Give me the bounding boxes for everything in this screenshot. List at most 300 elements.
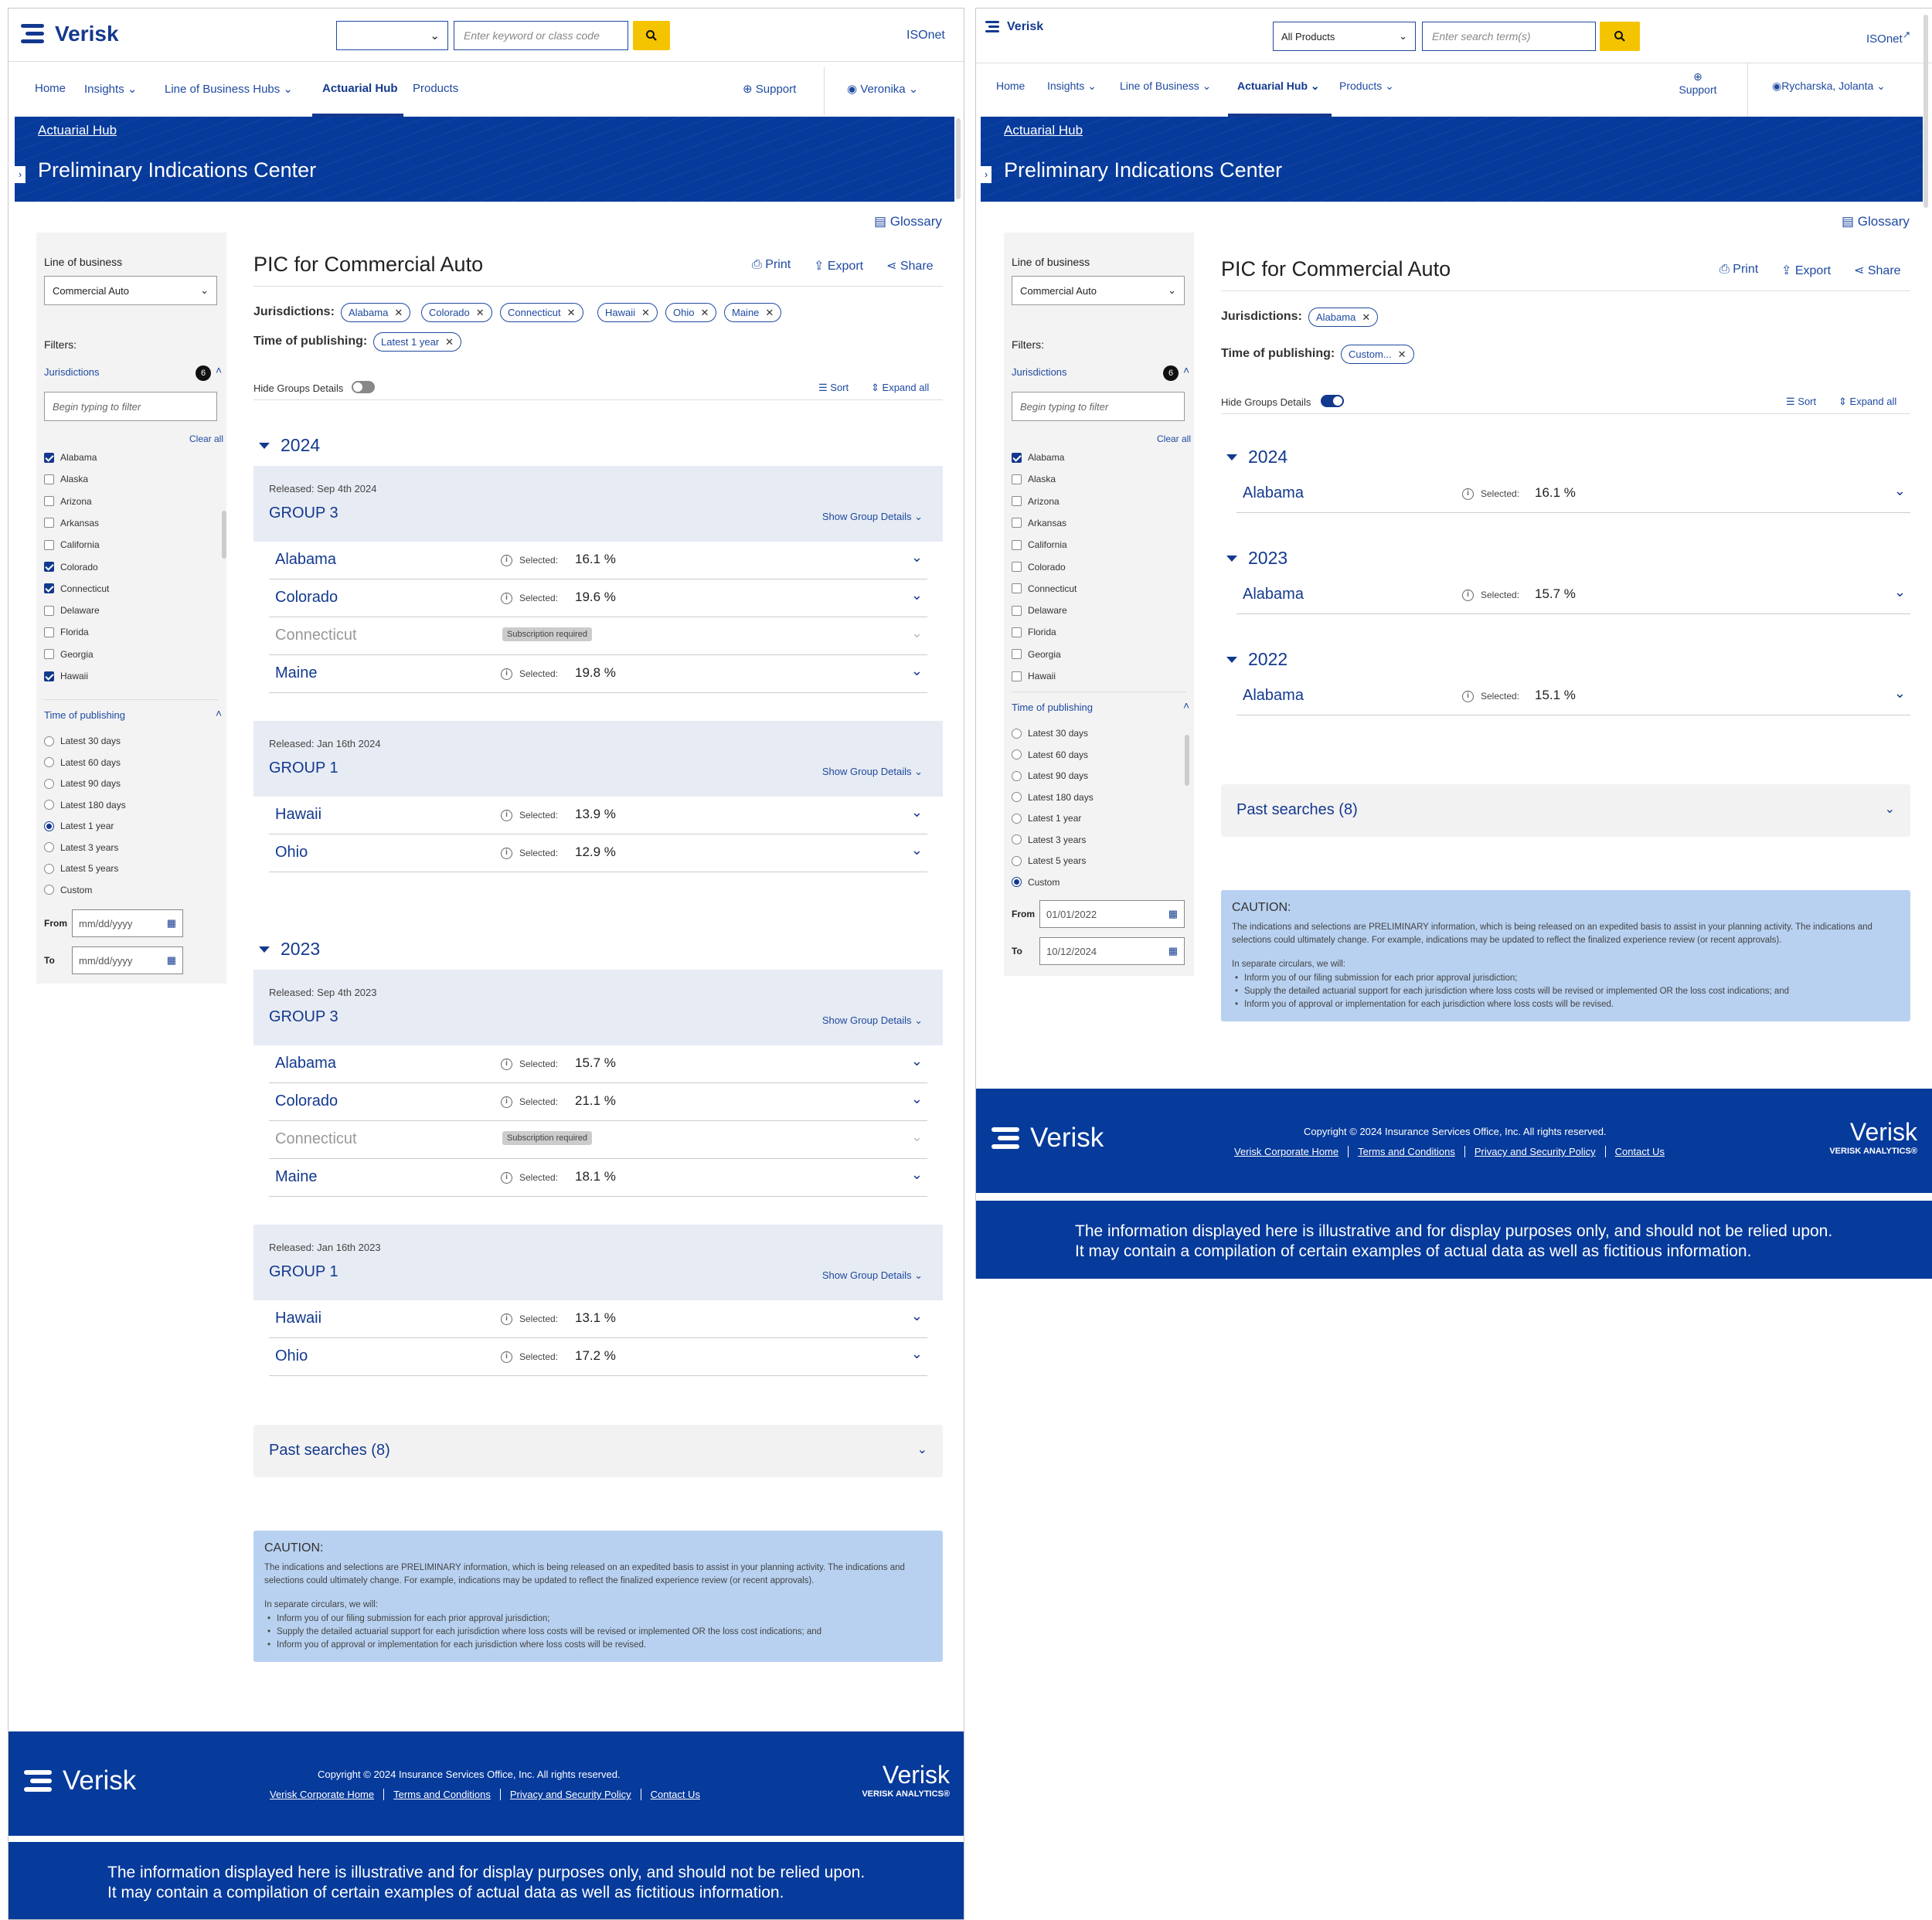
caution-title: CAUTION: <box>264 1541 324 1555</box>
chevron-down-icon[interactable]: ⌄ <box>910 587 923 603</box>
state-row[interactable] <box>269 797 927 834</box>
user-menu[interactable]: ◉ Veronika ⌄ <box>847 83 919 96</box>
side-toggle-icon[interactable]: › <box>15 166 26 183</box>
chevron-up-icon[interactable]: ˄ <box>216 364 223 376</box>
close-icon[interactable]: ✕ <box>445 335 454 348</box>
nav-insights[interactable]: Insights ⌄ <box>1047 80 1097 92</box>
nav-lob-hubs[interactable]: Line of Business Hubs ⌄ <box>165 83 294 96</box>
nav-home[interactable]: Home <box>996 80 1026 92</box>
copyright: Copyright © 2024 Insurance Services Office, Inc. All rights reserved. <box>318 1769 621 1780</box>
chevron-up-icon[interactable]: ˄ <box>1183 699 1190 712</box>
show-group-details-button[interactable]: Show Group Details ⌄ <box>821 766 923 777</box>
search-button[interactable] <box>1600 22 1640 51</box>
info-icon[interactable]: i <box>501 1059 512 1070</box>
jurisdiction-checkbox[interactable]: Georgia <box>44 649 94 660</box>
radio[interactable] <box>44 864 54 874</box>
jurisdiction-chip[interactable]: Colorado ✕ <box>421 303 492 322</box>
checkbox[interactable] <box>44 583 54 593</box>
year-heading[interactable]: 2022 <box>1226 649 1287 670</box>
lob-label: Line of business <box>44 256 123 268</box>
past-searches-panel[interactable]: Past searches (8) ⌄ <box>253 1425 943 1477</box>
state-name: Ohio <box>275 1347 308 1364</box>
footer-link[interactable]: Contact Us <box>1614 1146 1665 1157</box>
radio[interactable] <box>1012 792 1022 802</box>
jurisdiction-checkbox[interactable]: California <box>1012 539 1067 550</box>
from-date-row: From mm/dd/yyyy ▦ <box>44 909 183 937</box>
share-button[interactable]: ⋖ Share <box>1854 264 1901 277</box>
jurisdiction-checkbox[interactable]: Georgia <box>1012 649 1061 660</box>
close-icon[interactable]: ✕ <box>1397 348 1406 360</box>
checkbox[interactable] <box>1012 583 1022 593</box>
export-button[interactable]: ⇪ Export <box>1781 264 1832 277</box>
checkbox[interactable] <box>44 671 54 681</box>
jurisdiction-chip[interactable]: Ohio ✕ <box>665 303 716 322</box>
nav-products[interactable]: Products <box>413 82 459 95</box>
footer-verisk-logo[interactable]: Verisk <box>24 1765 136 1796</box>
to-date-input[interactable]: 10/12/2024 ▦ <box>1039 937 1185 965</box>
jurisdiction-checkbox[interactable]: Hawaii <box>1012 671 1056 681</box>
print-button[interactable]: ⎙ Print <box>752 258 791 271</box>
state-name: Alabama <box>275 551 336 568</box>
search-input[interactable]: Enter keyword or class code <box>454 21 628 50</box>
time-label: Time of publishing: <box>1221 347 1335 360</box>
state-row[interactable] <box>269 1159 927 1197</box>
verisk-mark-icon <box>992 1123 1026 1154</box>
time-chip[interactable]: Latest 1 year ✕ <box>373 332 461 352</box>
close-icon[interactable]: ✕ <box>641 306 650 318</box>
jurisdiction-filter-input[interactable]: Begin typing to filter <box>1012 392 1185 421</box>
close-icon[interactable]: ✕ <box>700 306 709 318</box>
time-radio[interactable]: Custom <box>44 885 92 895</box>
selected-label: Selected: <box>519 1172 559 1183</box>
radio[interactable] <box>44 736 54 746</box>
caret-down-icon <box>259 946 270 953</box>
time-label: Time of publishing: <box>253 335 368 348</box>
time-radio[interactable]: Latest 3 years <box>1012 834 1086 845</box>
radio[interactable] <box>1012 834 1022 844</box>
state-name: Alabama <box>1243 586 1304 603</box>
print-button[interactable]: ⎙ Print <box>1719 263 1759 276</box>
nav-home[interactable]: Home <box>35 82 66 95</box>
jurisdiction-chip[interactable]: Hawaii ✕ <box>597 303 658 322</box>
nav-support[interactable]: ⊕ Support <box>743 83 797 96</box>
checkbox[interactable] <box>44 496 54 506</box>
pic-title: PIC for Commercial Auto <box>253 253 484 276</box>
breadcrumb[interactable]: Actuarial Hub <box>38 123 117 138</box>
product-select[interactable]: All Products ⌄ <box>1273 22 1416 51</box>
jurisdiction-checkbox[interactable]: Arizona <box>1012 496 1060 507</box>
jurisdictions-toggle[interactable]: Jurisdictions <box>44 366 100 378</box>
chevron-down-icon[interactable]: ⌄ <box>910 1053 923 1069</box>
checkbox[interactable] <box>44 518 54 528</box>
year-heading[interactable]: 2023 <box>259 939 320 960</box>
state-row[interactable] <box>1236 678 1910 715</box>
support-icon: ⊕ <box>1693 70 1702 83</box>
time-radio[interactable]: Custom <box>1012 877 1060 888</box>
state-name: Hawaii <box>275 1310 322 1327</box>
footer-link[interactable]: Privacy and Security Policy <box>1465 1146 1606 1157</box>
state-row[interactable] <box>1236 475 1910 513</box>
radio[interactable] <box>1012 729 1022 739</box>
left-screen <box>8 8 964 1920</box>
share-icon: ⋖ <box>1854 264 1865 277</box>
state-row[interactable] <box>269 542 927 579</box>
state-row[interactable] <box>269 1083 927 1121</box>
chevron-down-icon[interactable]: ⌄ <box>1893 584 1906 600</box>
group-header: Released: Jan 16th 2023 GROUP 1 Show Group Details ⌄ <box>253 1225 943 1300</box>
checkbox[interactable] <box>44 540 54 550</box>
chevron-down-icon[interactable]: ⌄ <box>910 804 923 820</box>
search-button[interactable] <box>633 21 670 50</box>
radio[interactable] <box>44 779 54 789</box>
time-scrollbar[interactable] <box>1185 735 1189 786</box>
checkbox[interactable] <box>1012 540 1022 550</box>
selected-value: 13.9 % <box>575 807 616 821</box>
chevron-down-icon[interactable]: ⌄ <box>910 1346 923 1361</box>
glossary-link[interactable]: ▤ Glossary <box>1842 214 1910 229</box>
lob-label: Line of business <box>1012 256 1090 268</box>
checkbox[interactable] <box>1012 453 1022 463</box>
disclaimer-banner: The information displayed here is illustrative and for display purposes only, and should not be relied upon. It may contain a compilation of certain examples of actual data as well as fictitious information. <box>976 1201 1932 1279</box>
show-group-details-button[interactable]: Show Group Details ⌄ <box>821 1269 923 1281</box>
checkbox[interactable] <box>1012 606 1022 616</box>
jurisdiction-checkbox[interactable]: Colorado <box>1012 562 1066 573</box>
jurisdiction-chip[interactable]: Maine ✕ <box>724 303 781 322</box>
radio[interactable] <box>1012 877 1022 887</box>
jurisdiction-checkbox[interactable]: Connecticut <box>44 583 109 594</box>
breadcrumb[interactable]: Actuarial Hub <box>1004 123 1083 138</box>
info-icon[interactable]: i <box>1462 691 1474 702</box>
page-title: Preliminary Indications Center <box>38 158 317 182</box>
chevron-down-icon[interactable]: ⌄ <box>910 842 923 858</box>
jurisdiction-checkbox[interactable]: Connecticut <box>1012 583 1077 594</box>
hide-groups-toggle[interactable] <box>1321 395 1344 407</box>
scrollbar[interactable] <box>956 118 961 199</box>
time-radio[interactable]: Latest 3 years <box>44 842 118 853</box>
year-heading[interactable]: 2024 <box>1226 447 1287 467</box>
jurisdiction-checkbox[interactable]: Alabama <box>1012 452 1064 463</box>
hero-banner <box>15 117 954 202</box>
close-icon[interactable]: ✕ <box>1362 311 1371 323</box>
from-date-input[interactable]: 01/01/2022 ▦ <box>1039 900 1185 928</box>
page-title: Preliminary Indications Center <box>1004 158 1283 182</box>
footer-link[interactable]: Contact Us <box>650 1789 700 1800</box>
hide-groups-toggle[interactable] <box>352 381 375 393</box>
show-group-details-button[interactable]: Show Group Details ⌄ <box>821 1014 923 1026</box>
chevron-down-icon[interactable]: ⌄ <box>910 663 923 678</box>
state-name: Alabama <box>275 1055 336 1072</box>
info-icon[interactable]: i <box>501 668 512 680</box>
jurisdiction-filter-input[interactable]: Begin typing to filter <box>44 392 217 421</box>
time-radio[interactable]: Latest 180 days <box>44 800 126 810</box>
time-radio[interactable]: Latest 90 days <box>44 778 121 789</box>
chevron-up-icon[interactable]: ˄ <box>1183 364 1190 376</box>
caution-list-item: • Supply the detailed actuarial support for each jurisdiction where loss costs will be revised or implemented OR the loss cost indications; and <box>277 1626 932 1639</box>
show-group-details-button[interactable]: Show Group Details ⌄ <box>821 511 923 522</box>
state-row[interactable] <box>1236 576 1910 614</box>
year-heading[interactable]: 2023 <box>1226 548 1287 569</box>
printer-icon: ⎙ <box>752 258 762 271</box>
time-radio[interactable]: Latest 30 days <box>44 736 121 746</box>
info-icon[interactable]: i <box>501 1313 512 1325</box>
state-name: Maine <box>275 1168 318 1185</box>
chevron-down-icon[interactable]: ⌄ <box>910 1167 923 1182</box>
time-radio[interactable]: Latest 60 days <box>1012 749 1088 760</box>
jurisdictions-label: Jurisdictions: <box>1221 310 1302 323</box>
caution-text: The indications and selections are PRELIMINARY information, which is being released on an expedited basis to assist in your planning activity. The indications and selections could ultimately change. For example, indications may be updated to reflect the finalized experience review (or recent approvals). <box>1232 923 1872 945</box>
filter-sidebar <box>1004 233 1194 976</box>
past-searches-panel[interactable]: Past searches (8) ⌄ <box>1221 784 1910 837</box>
radio[interactable] <box>1012 814 1022 824</box>
info-icon[interactable]: i <box>501 1096 512 1108</box>
selected-label: Selected: <box>519 668 559 679</box>
selected-label: Selected: <box>1481 590 1520 600</box>
jurisdiction-chip[interactable]: Connecticut ✕ <box>500 303 583 322</box>
state-row[interactable] <box>269 655 927 693</box>
footer-link[interactable]: Verisk Corporate Home <box>260 1789 384 1800</box>
lob-select[interactable]: Commercial Auto ⌄ <box>44 276 217 305</box>
jurisdiction-checkbox[interactable]: Florida <box>1012 627 1056 637</box>
checkbox[interactable] <box>1012 518 1022 528</box>
footer-link[interactable]: Terms and Conditions <box>384 1789 501 1800</box>
footer-link[interactable]: Verisk Corporate Home <box>1225 1146 1349 1157</box>
caution-list-item: • Inform you of our filing submission for each prior approval jurisdiction; <box>1244 972 1900 985</box>
jurisdiction-checkbox[interactable]: Alaska <box>1012 474 1056 484</box>
jurisdiction-chip[interactable]: Alabama ✕ <box>1308 308 1378 327</box>
radio[interactable] <box>1012 749 1022 760</box>
to-date-input[interactable]: mm/dd/yyyy ▦ <box>72 946 183 974</box>
copyright: Copyright © 2024 Insurance Services Office, Inc. All rights reserved. <box>1304 1126 1607 1137</box>
time-radio[interactable]: Latest 30 days <box>1012 728 1088 739</box>
from-date-input[interactable]: mm/dd/yyyy ▦ <box>72 909 183 937</box>
user-menu[interactable]: ◉Rycharska, Jolanta ⌄ <box>1772 80 1886 92</box>
caution-list <box>277 1612 932 1652</box>
state-row[interactable] <box>269 1045 927 1083</box>
group-header: Released: Sep 4th 2023 GROUP 3 Show Group Details ⌄ <box>253 970 943 1045</box>
checkbox[interactable] <box>44 562 54 572</box>
chevron-down-icon: ⌄ <box>1884 803 1895 816</box>
state-row[interactable] <box>269 617 927 655</box>
book-icon: ▤ <box>874 214 887 229</box>
footer-link[interactable]: Privacy and Security Policy <box>501 1789 641 1800</box>
sort-button[interactable]: ☰ Sort <box>818 382 849 393</box>
chevron-down-icon[interactable]: ⌄ <box>1893 483 1906 498</box>
side-toggle-icon[interactable]: › <box>981 166 992 183</box>
time-publishing-toggle[interactable]: Time of publishing <box>44 709 126 721</box>
chevron-down-icon[interactable]: ⌄ <box>910 625 923 641</box>
selected-label: Selected: <box>519 1059 559 1069</box>
checkbox[interactable] <box>1012 562 1022 572</box>
state-row[interactable] <box>269 1121 927 1159</box>
state-name: Colorado <box>275 1093 338 1110</box>
jurisdictions-toggle[interactable]: Jurisdictions <box>1012 366 1067 378</box>
radio[interactable] <box>44 821 54 831</box>
radio[interactable] <box>1012 771 1022 781</box>
filters-label: Filters: <box>44 338 77 351</box>
selected-label: Selected: <box>519 848 559 858</box>
expand-all-button[interactable]: ⇕ Expand all <box>1838 396 1897 407</box>
filters-label: Filters: <box>1012 338 1044 351</box>
chevron-up-icon[interactable]: ˄ <box>216 707 223 719</box>
radio[interactable] <box>44 885 54 895</box>
close-icon[interactable]: ✕ <box>394 306 403 318</box>
jurisdiction-checkbox[interactable]: Delaware <box>44 605 100 616</box>
jurisdiction-checkbox[interactable]: Hawaii <box>44 671 88 681</box>
clear-all-link[interactable]: Clear all <box>1157 433 1192 444</box>
verisk-mark-icon <box>24 1765 58 1796</box>
caret-down-icon <box>1226 657 1237 663</box>
nav-insights[interactable]: Insights ⌄ <box>84 83 138 96</box>
upload-icon: ⇪ <box>1781 264 1792 277</box>
checkbox[interactable] <box>1012 474 1022 484</box>
share-button[interactable]: ⋖ Share <box>886 260 934 273</box>
nav-actuarial-hub[interactable]: Actuarial Hub <box>322 82 398 95</box>
time-chip[interactable]: Custom... ✕ <box>1341 345 1414 364</box>
year-heading[interactable]: 2024 <box>259 435 320 456</box>
close-icon[interactable]: ✕ <box>566 306 576 318</box>
hero-banner <box>981 117 1923 202</box>
time-publishing-toggle[interactable]: Time of publishing <box>1012 702 1094 713</box>
search-input[interactable]: Enter search term(s) <box>1422 22 1596 51</box>
time-radio[interactable]: Latest 5 years <box>1012 855 1086 866</box>
user-icon: ◉ <box>1772 80 1782 92</box>
book-icon: ▤ <box>1842 214 1855 229</box>
info-icon[interactable]: i <box>1462 590 1474 601</box>
footer-verisk-logo[interactable]: Verisk <box>992 1123 1104 1154</box>
glossary-link[interactable]: ▤ Glossary <box>874 214 942 229</box>
caution-box <box>1221 890 1910 1021</box>
checkbox[interactable] <box>1012 627 1022 637</box>
nav-products[interactable]: Products ⌄ <box>1339 80 1394 92</box>
checkbox[interactable] <box>1012 671 1022 681</box>
info-icon[interactable]: i <box>501 848 512 859</box>
verisk-logo[interactable]: Verisk <box>21 21 119 47</box>
chevron-down-icon[interactable]: ⌄ <box>910 1129 923 1144</box>
selected-label: Selected: <box>1481 691 1520 702</box>
clear-all-link[interactable]: Clear all <box>189 433 224 444</box>
selected-value: 16.1 % <box>1535 485 1576 500</box>
chevron-down-icon: ⌄ <box>430 29 440 42</box>
info-icon[interactable]: i <box>501 1172 512 1184</box>
info-icon[interactable]: i <box>501 1351 512 1363</box>
state-row[interactable] <box>269 1300 927 1338</box>
chevron-down-icon: ⌄ <box>917 1443 927 1456</box>
radio[interactable] <box>44 800 54 810</box>
state-name: Ohio <box>275 844 308 861</box>
jurisdiction-checkbox[interactable]: Arizona <box>44 496 92 507</box>
verisk-logo[interactable]: Verisk <box>985 19 1043 35</box>
nav-lob[interactable]: Line of Business ⌄ <box>1120 80 1212 92</box>
scrollbar[interactable] <box>1923 15 1928 208</box>
time-radio[interactable]: Latest 60 days <box>44 757 121 768</box>
state-row[interactable] <box>269 579 927 617</box>
info-icon[interactable]: i <box>1462 488 1474 500</box>
group-header: Released: Jan 16th 2024 GROUP 1 Show Group Details ⌄ <box>253 721 943 797</box>
caution-title: CAUTION: <box>1232 901 1291 914</box>
jurisdiction-checkbox[interactable]: Arkansas <box>1012 518 1066 528</box>
search-icon <box>645 29 658 42</box>
checkbox[interactable] <box>44 627 54 637</box>
checkbox[interactable] <box>44 649 54 659</box>
state-row[interactable] <box>269 1338 927 1376</box>
nav-support[interactable]: ⊕ Support <box>1676 70 1719 96</box>
radio[interactable] <box>44 842 54 852</box>
chevron-down-icon[interactable]: ⌄ <box>910 1308 923 1324</box>
jurisdiction-checkbox[interactable]: Delaware <box>1012 605 1067 616</box>
jurisdiction-checkbox[interactable]: Florida <box>44 627 89 637</box>
time-radio[interactable]: Latest 5 years <box>44 863 118 874</box>
expand-all-button[interactable]: ⇕ Expand all <box>871 382 930 393</box>
chevron-down-icon[interactable]: ⌄ <box>1893 685 1906 701</box>
close-icon[interactable]: ✕ <box>765 306 774 318</box>
jurisdictions-count-badge: 6 <box>196 365 211 381</box>
info-icon[interactable]: i <box>501 593 512 604</box>
selected-label: Selected: <box>519 1351 559 1362</box>
nav-actuarial-hub[interactable]: Actuarial Hub ⌄ <box>1237 80 1320 92</box>
chevron-down-icon[interactable]: ⌄ <box>910 549 923 565</box>
isonet-link[interactable]: ISOnet↗ <box>1866 29 1911 46</box>
jurisdiction-scrollbar[interactable] <box>222 511 226 559</box>
radio[interactable] <box>1012 856 1022 866</box>
jurisdiction-checkbox[interactable]: Colorado <box>44 562 98 573</box>
chevron-down-icon: ⌄ <box>200 284 209 296</box>
caution-list-item: • Inform you of approval or implementation for each jurisdiction where loss costs will be revised. <box>277 1639 932 1652</box>
verisk-analytics-logo: Verisk VERISK ANALYTICS® <box>862 1761 950 1799</box>
lob-select[interactable]: Commercial Auto ⌄ <box>1012 276 1185 305</box>
caret-down-icon <box>259 443 270 449</box>
radio[interactable] <box>44 757 54 767</box>
checkbox[interactable] <box>44 474 54 484</box>
state-name: Connecticut <box>275 1130 357 1147</box>
state-name: Alabama <box>1243 687 1304 704</box>
external-link-icon: ↗ <box>1902 29 1911 40</box>
time-radio[interactable]: Latest 1 year <box>1012 813 1081 824</box>
footer <box>976 1089 1932 1193</box>
jurisdiction-checkbox[interactable]: California <box>44 539 100 550</box>
info-icon[interactable]: i <box>501 555 512 566</box>
jurisdiction-checkbox[interactable]: Arkansas <box>44 518 99 528</box>
disclaimer-banner: The information displayed here is illustrative and for display purposes only, and should not be relied upon. It may contain a compilation of certain examples of actual data as well as fictitious information. <box>9 1842 964 1920</box>
footer <box>9 1731 964 1836</box>
time-radio[interactable]: Latest 180 days <box>1012 792 1094 803</box>
checkbox[interactable] <box>44 453 54 463</box>
jurisdiction-checkbox[interactable]: Alabama <box>44 452 97 463</box>
selected-label: Selected: <box>519 1313 559 1324</box>
checkbox[interactable] <box>44 606 54 616</box>
chevron-down-icon[interactable]: ⌄ <box>910 1091 923 1106</box>
filter-sidebar <box>36 233 226 984</box>
sort-button[interactable]: ☰ Sort <box>1786 396 1817 407</box>
state-row[interactable] <box>269 834 927 872</box>
user-icon: ◉ <box>847 83 858 96</box>
isonet-link[interactable]: ISOnet <box>906 29 945 42</box>
checkbox[interactable] <box>1012 496 1022 506</box>
footer-link[interactable]: Terms and Conditions <box>1349 1146 1465 1157</box>
close-icon[interactable]: ✕ <box>475 306 485 318</box>
info-icon[interactable]: i <box>501 810 512 821</box>
checkbox[interactable] <box>1012 649 1022 659</box>
time-radio[interactable]: Latest 1 year <box>44 821 114 831</box>
time-radio[interactable]: Latest 90 days <box>1012 770 1088 781</box>
jurisdiction-chip[interactable]: Alabama ✕ <box>341 303 410 322</box>
calendar-icon: ▦ <box>1168 908 1178 919</box>
search-icon <box>1614 30 1626 42</box>
sort-icon: ☰ <box>1786 396 1795 407</box>
caution-list <box>1244 972 1900 1011</box>
jurisdiction-checkbox[interactable]: Alaska <box>44 474 88 484</box>
product-select[interactable] <box>336 21 448 50</box>
export-button[interactable]: ⇪ Export <box>814 260 864 273</box>
